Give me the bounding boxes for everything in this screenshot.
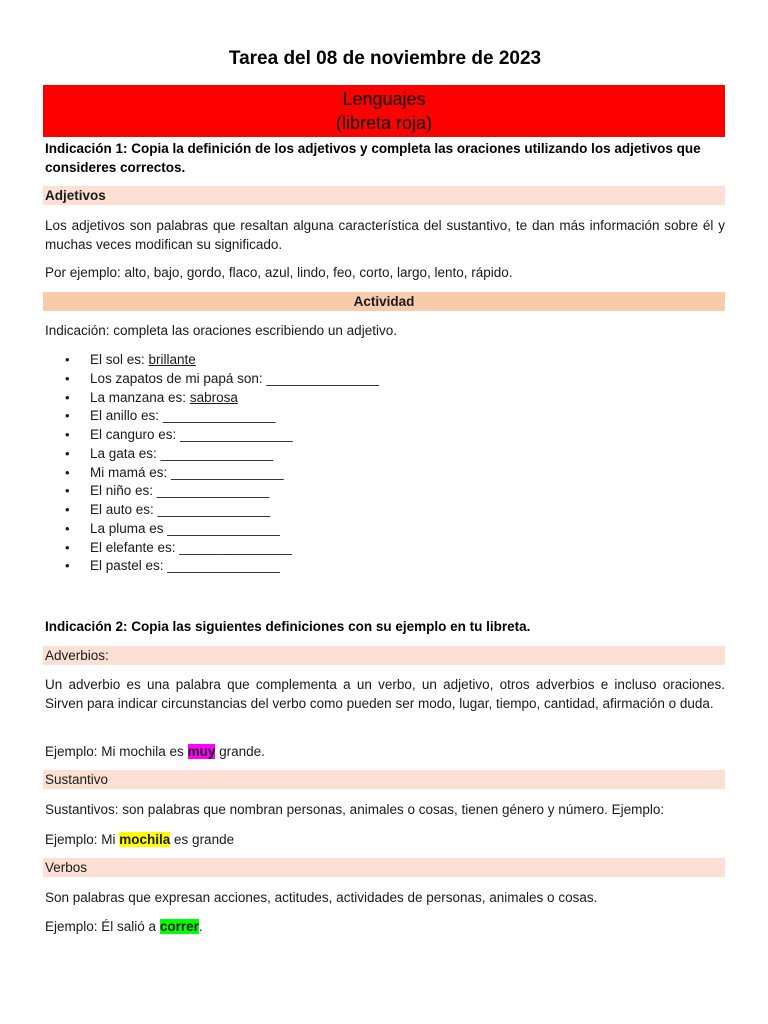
list-item — [45, 351, 725, 370]
example-text: grande. — [215, 744, 265, 759]
list-item — [45, 407, 725, 426]
adjetivos-definition: Los adjetivos son palabras que resaltan alguna característica del sustantivo, te dan más información sobre él y muchas veces modifican su significado. — [45, 218, 725, 252]
subject-banner — [43, 85, 725, 137]
list-item — [45, 370, 725, 389]
highlighted-word: muy — [187, 744, 216, 759]
item-prefix: El auto es: — [90, 502, 158, 517]
highlighted-word: correr — [159, 919, 199, 934]
item-prefix: Mi mamá es: — [90, 464, 172, 480]
verbos-example — [45, 917, 725, 936]
actividad-instruction: Indicación: completa las oraciones escribiendo un adjetivo. — [45, 323, 397, 338]
list-item — [45, 482, 725, 501]
item-blank: _______________ — [266, 370, 379, 386]
item-blank: _______________ — [167, 558, 280, 574]
list-item — [45, 464, 725, 483]
item-blank: _______________ — [157, 502, 271, 517]
list-item — [45, 389, 725, 408]
banner-notebook: (libreta roja) — [335, 113, 433, 133]
actividad-heading: Actividad — [43, 292, 725, 311]
instruction-1: Indicación 1: Copia la definición de los adjetivos y completa las oraciones utilizando los adjetivos que consideres correctos. — [45, 141, 701, 175]
list-item — [45, 539, 725, 558]
sustantivo-example — [45, 830, 725, 849]
verbos-heading: Verbos — [43, 858, 725, 877]
item-prefix: El niño es: — [90, 483, 157, 499]
item-answer: sabrosa — [189, 389, 238, 405]
item-blank: _______________ — [179, 539, 292, 555]
item-prefix: El sol es: — [90, 352, 149, 367]
adjetivos-heading: Adjetivos — [43, 186, 725, 205]
list-item — [45, 501, 725, 520]
item-prefix: El pastel es: — [90, 558, 168, 574]
item-prefix: Los zapatos de mi papá son: — [90, 370, 267, 386]
adverbios-example — [45, 742, 725, 761]
adjetivos-example: Por ejemplo: alto, bajo, gordo, flaco, azul, lindo, feo, corto, largo, lento, rápido. — [45, 265, 513, 280]
verbos-definition: Son palabras que expresan acciones, actitudes, actividades de personas, animales o cosas. — [45, 890, 598, 905]
example-text: Ejemplo: Mi — [45, 832, 120, 847]
item-blank: _______________ — [160, 445, 274, 461]
item-prefix: El anillo es: — [90, 408, 163, 424]
list-item — [45, 445, 725, 464]
adverbios-heading: Adverbios: — [43, 646, 725, 665]
example-text: Ejemplo: Mi mochila es — [45, 744, 188, 759]
instruction-2: Indicación 2: Copia las siguientes definiciones con su ejemplo en tu libreta. — [45, 619, 531, 634]
item-prefix: La manzana es: — [90, 389, 190, 405]
list-item — [45, 426, 725, 445]
item-blank: _______________ — [162, 408, 276, 424]
item-blank: _______________ — [171, 464, 284, 480]
sustantivo-definition: Sustantivos: son palabras que nombran personas, animales o cosas, tienen género y número. Ejemplo: — [45, 802, 665, 817]
item-prefix: La gata es: — [90, 445, 161, 461]
actividad-list — [45, 351, 725, 576]
item-answer: brillante — [148, 352, 196, 367]
list-item — [45, 557, 725, 576]
item-prefix: La pluma es — [90, 520, 168, 536]
adverbios-definition: Un adverbio es una palabra que complementa a un verbo, un adjetivo, otros adverbios e incluso oraciones. Sirven para indicar circunstancias del verbo como pueden ser modo, lugar, tiempo, cantidad, afirmación o duda. — [45, 677, 725, 711]
item-blank: _______________ — [167, 520, 280, 536]
sustantivo-heading: Sustantivo — [43, 770, 725, 789]
banner-subject: Lenguajes — [342, 89, 426, 109]
item-prefix: El canguro es: — [90, 427, 181, 442]
page-title: Tarea del 08 de noviembre de 2023 — [228, 48, 542, 69]
highlighted-word: mochila — [119, 832, 171, 847]
item-blank: _______________ — [180, 427, 293, 442]
item-prefix: El elefante es: — [90, 539, 180, 555]
item-blank: _______________ — [156, 483, 270, 499]
list-item — [45, 520, 725, 539]
example-text: Ejemplo: Él salió a — [45, 919, 160, 934]
example-text: es grande — [170, 832, 235, 847]
example-text: . — [198, 919, 203, 934]
